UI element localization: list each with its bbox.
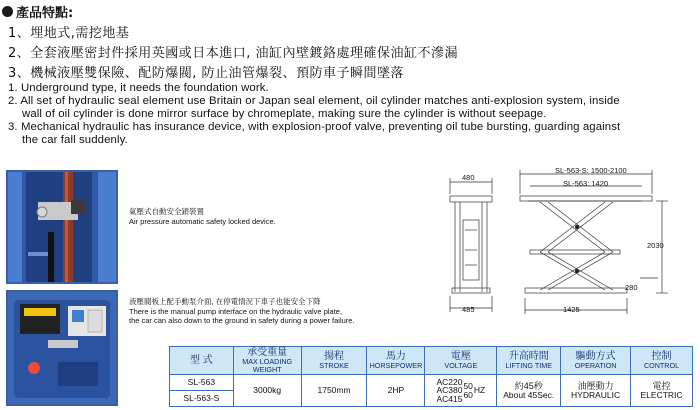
pump-photo [6,290,118,406]
frequency-f1: 50 [463,381,473,391]
header-max-loading: 承受重量 MAX LOADING WEIGHT [233,347,301,375]
lifting-time-value [497,375,561,407]
side-platform [520,196,652,201]
dim-485: 485 [462,305,475,314]
header-horsepower: 馬力 HORSEPOWER [367,347,425,375]
dim-1420: SL-563: 1420 [563,179,609,188]
spec-row-1 [170,375,693,391]
pump-caption-en-2: the car can also down to the ground in safety during a power failure. [129,316,355,325]
pump-caption-zh: 液壓閥板上配手動泵介面, 在停電情況下車子也能安全下降 [129,297,321,306]
control-value [631,375,693,407]
model-sl-563-s: SL-563-S [170,391,234,407]
control-zh: 電控 [652,381,671,391]
pump-illustration [8,292,116,404]
horsepower-value: 2HP [367,375,425,407]
dim-2030: 2030 [647,241,664,250]
feature-en-3b: the car fall suddenly. [22,134,128,146]
front-platform [450,196,492,202]
model-sl-563: SL-563 [170,375,234,391]
operation-zh: 油壓動力 [577,381,614,391]
frequency-unit: HZ [473,385,486,395]
safety-lock-illustration [8,172,116,282]
voltage-v1: AC220 [436,376,463,387]
dim-1425: 1425 [563,305,580,314]
lock-caption-zh: 氣壓式自動安全鎖裝置 [129,207,204,216]
header-stroke: 揚程 STROKE [301,347,367,375]
header-control: 控制 CONTROL [631,347,693,375]
dim-480: 480 [462,173,475,182]
spec-table [169,346,693,407]
feature-zh-1: 1、埋地式,需挖地基 [8,26,130,41]
dim-280: 280 [625,283,638,292]
feature-en-3: 3. Mechanical hydraulic has insurance device, with explosion-proof valve, preventing oil tube bursting, guarding against [8,121,621,133]
feature-zh-2: 2、全套液壓密封件採用英國或日本進口, 油缸內壁鍍鉻處理確保油缸不滲漏 [8,46,459,61]
voltage-v3: AC415 [436,393,463,404]
max-loading-value: 3000kg [233,375,301,407]
lifting-time-en: About 45Sec. [503,390,555,400]
header-voltage: 電壓 VOLTAGE [425,347,497,375]
spec-header-row [170,347,693,375]
pump-caption-en-1: There is the manual pump interface on the hydraulic valve plate, [129,307,343,316]
frequency-f2: 60 [463,389,473,400]
feature-en-1: 1. Underground type, it needs the foundation work. [8,82,269,94]
safety-lock-photo [6,170,118,284]
dim-range: SL-563-S: 1500-2100 [555,166,627,175]
features-title-text: 產品特點: [16,6,74,21]
feature-zh-3: 3、機械液壓雙保險、配防爆閥, 防止油管爆裂、預防車子瞬間墜落 [8,66,405,81]
feature-en-2b: wall of oil cylinder is done mirror surface by chromeplate, making sure the cylinder is without seepage. [22,108,547,120]
stroke-value: 1750mm [301,375,367,407]
lifting-time-zh: 約45秒 [514,381,543,391]
control-en: ELECTRIC [640,390,683,400]
header-model: 型 式 [170,347,234,375]
operation-en: HYDRAULIC [571,390,621,400]
header-operation: 驅動方式 OPERATION [561,347,631,375]
feature-en-2: 2. All set of hydraulic seal element use Britain or Japan seal element, oil cylinder matches anti-explosion system, inside [8,95,620,107]
lock-caption-en: Air pressure automatic safety locked device. [129,217,276,226]
operation-value [561,375,631,407]
voltage-v2: AC380 [436,385,463,396]
header-lifting-time: 升高時間 LIFTING TIME [497,347,561,375]
features-title [2,2,73,21]
bullet-dot-icon [2,6,13,17]
voltage-value [425,375,497,407]
